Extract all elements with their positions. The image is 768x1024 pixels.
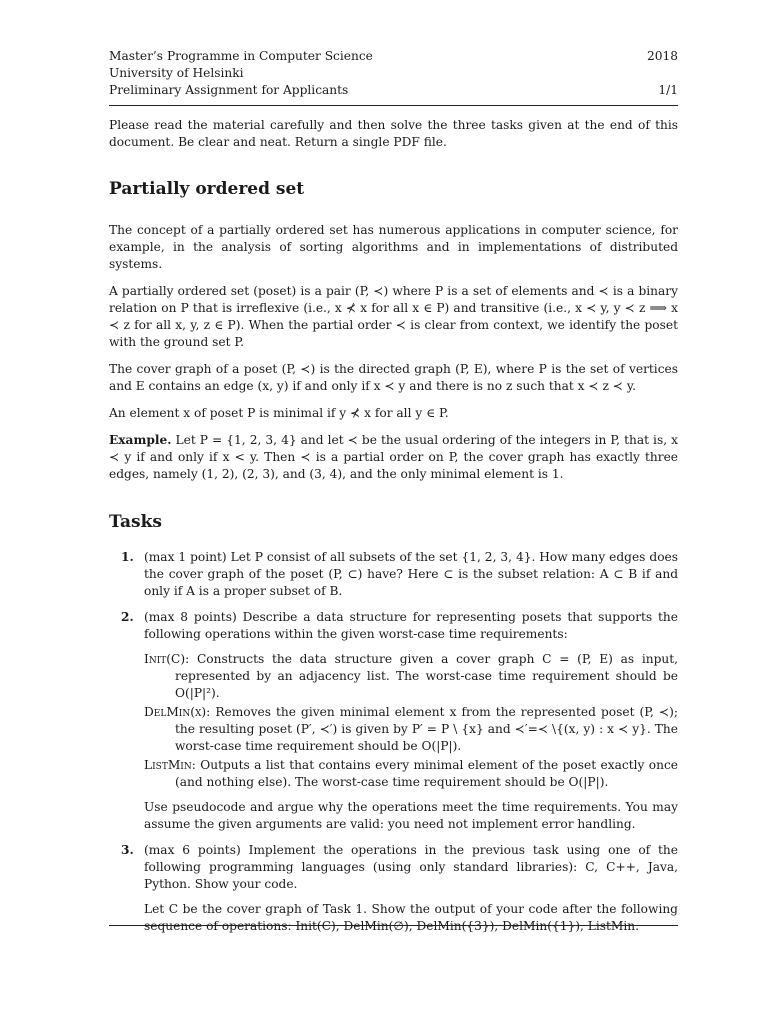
header-rule xyxy=(109,105,678,106)
header-page-number: 1/1 xyxy=(658,83,678,97)
section-title-tasks: Tasks xyxy=(109,512,162,532)
poset-paragraph-3: The cover graph of a poset (P, ≺) is the directed graph (P, E), where P is the set of vertices and E contains an edge (x, y) if and only if x ≺ y and there is no z such that x ≺ z ≺ y. xyxy=(109,362,678,393)
document-page xyxy=(109,48,678,944)
operation-init xyxy=(144,651,678,702)
task-1-text: (max 1 point) Let P consist of all subsets of the set {1, 2, 3, 4}. How many edges does the cover graph of the poset (P, ⊂) have? Here ⊂ is the subset relation: A ⊂ B if and only if A is a proper subset of B. xyxy=(144,550,678,598)
task-item-2 xyxy=(109,609,678,833)
operation-list xyxy=(144,651,678,791)
operation-name: ListMin: xyxy=(144,758,196,772)
example-text: Let P = {1, 2, 3, 4} and let ≺ be the usual ordering of the integers in P, that is, x ≺ y if and only if x < y. Then ≺ is a partial order on P, the cover graph has exactly three edges, namely (1, 2), (2, 3), and (3, 4), and the only minimal element is 1. xyxy=(109,433,678,481)
task-number: 3. xyxy=(121,843,134,857)
operation-description: Removes the given minimal element x from the represented poset (P, ≺); the resulting poset (P′, ≺′) is given by P′ = P \ {x} and ≺′=≺ \{(x, y) : x ≺ y}. The worst-case time requirement should be O(|P|). xyxy=(175,705,678,753)
operation-description: Constructs the data structure given a cover graph C = (P, E) as input, represented by an adjacency list. The worst-case time requirement should be O(|P|²). xyxy=(175,652,679,700)
operation-name: DelMin(x): xyxy=(144,705,211,719)
task-number: 1. xyxy=(121,550,134,564)
section-title-poset: Partially ordered set xyxy=(109,179,305,199)
page-header xyxy=(109,48,678,106)
operation-description: Outputs a list that contains every minimal element of the poset exactly once (and nothing else). The worst-case time requirement should be O(|P|). xyxy=(175,758,679,789)
task-2-text: (max 8 points) Describe a data structure for representing posets that supports the following operations within the given worst-case time requirements: xyxy=(144,610,678,641)
poset-paragraph-4: An element x of poset P is minimal if y ⊀ x for all y ∈ P. xyxy=(109,406,449,420)
operation-delmin xyxy=(144,704,678,755)
header-assignment: Preliminary Assignment for Applicants xyxy=(109,83,349,97)
intro-paragraph: Please read the material carefully and then solve the three tasks given at the end of this document. Be clear and neat. Return a single PDF file. xyxy=(109,118,678,149)
task-3-text: (max 6 points) Implement the operations in the previous task using one of the following programming languages (using only standard libraries): C, C++, Java, Python. Show your code. xyxy=(144,843,678,891)
task-item-1 xyxy=(109,549,678,600)
poset-paragraph-2: A partially ordered set (poset) is a pair (P, ≺) where P is a set of elements and ≺ is a binary relation on P that is irreflexive (i.e., x ⊀ x for all x ∈ P) and transitive (i.e., x ≺ y, y ≺ z ⟹ x ≺ z for all x, y, z ∈ P). When the partial order ≺ is clear from context, we identify the poset with the ground set P. xyxy=(109,284,678,349)
header-year: 2018 xyxy=(646,49,678,63)
task-item-3 xyxy=(109,842,678,935)
operation-listmin xyxy=(144,757,678,791)
task-number: 2. xyxy=(121,610,134,624)
operation-name: Init(C): xyxy=(144,652,190,666)
task-3-text-2: Let C be the cover graph of Task 1. Show the output of your code after the following sequence of operations: Init(C), DelMin(∅), DelMin({3}), DelMin({1}), ListMin. xyxy=(144,902,678,933)
header-program: Master’s Programme in Computer Science xyxy=(109,49,373,63)
example-label: Example. xyxy=(109,433,172,447)
poset-paragraph-1: The concept of a partially ordered set has numerous applications in computer science, for example, in the analysis of sorting algorithms and in implementations of distributed systems. xyxy=(109,223,678,271)
example-paragraph xyxy=(109,432,678,483)
task-list xyxy=(109,549,678,935)
task-2-note: Use pseudocode and argue why the operations meet the time requirements. You may assume the given arguments are valid: you need not implement error handling. xyxy=(144,800,678,831)
header-university: University of Helsinki xyxy=(109,66,244,80)
footer-rule xyxy=(109,925,678,926)
